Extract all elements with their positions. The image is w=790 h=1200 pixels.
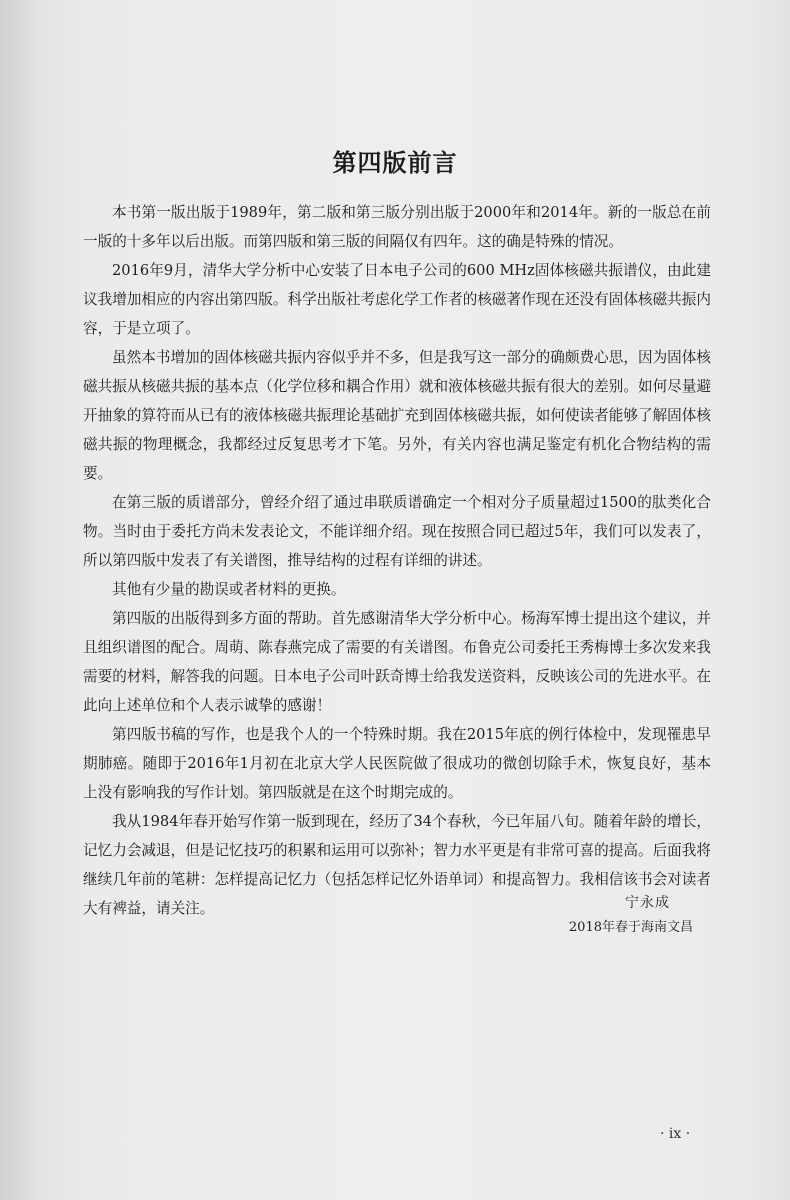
page-title: 第四版前言 bbox=[332, 149, 458, 177]
paragraph: 其他有少量的勘误或者材料的更换。 bbox=[112, 581, 346, 598]
paragraph: 第四版的出版得到多方面的帮助。首先感谢清华大学分析中心。杨海军博士提出这个建议，并且组织谱图的配合。周萌、陈春燕完成了需要的有关谱图。布鲁克公司委托王秀梅博士多次发来我需要的材料，解答我的问题。日本电子公司叶跃奇博士给我发送资料，反映该公司的先进水平。在此向上述单位和个人表示诚挚的感谢！ bbox=[83, 610, 711, 714]
paragraph: 本书第一版出版于1989年，第二版和第三版分别出版于2000年和2014年。新的一版总在前一版的十多年以后出版。而第四版和第三版的间隔仅有四年。这的确是特殊的情况。 bbox=[83, 204, 711, 250]
date-place: 2018年春于海南文昌 bbox=[568, 920, 693, 935]
author-signature: 宁永成 bbox=[625, 895, 670, 911]
paragraph: 第四版书稿的写作，也是我个人的一个特殊时期。我在2015年底的例行体检中，发现罹患早期肺癌。随即于2016年1月初在北京大学人民医院做了很成功的微创切除手术，恢复良好，基本上没有影响我的写作计划。第四版就是在这个时期完成的。 bbox=[83, 726, 711, 801]
paragraph: 我从1984年春开始写作第一版到现在，经历了34个春秋，今已年届八旬。随着年龄的增长，记忆力会减退，但是记忆技巧的积累和运用可以弥补；智力水平更是有非常可喜的提高。后面我将继续几年前的笔耕：怎样提高记忆力（包括怎样记忆外语单词）和提高智力。我相信该书会对读者大有裨益，请关注。 bbox=[83, 813, 711, 917]
paragraph: 虽然本书增加的固体核磁共振内容似乎并不多，但是我写这一部分的确颇费心思，因为固体核磁共振从核磁共振的基本点（化学位移和耦合作用）就和液体核磁共振有很大的差别。如何尽量避开抽象的算符而从已有的液体核磁共振理论基础扩充到固体核磁共振，如何使读者能够了解固体核磁共振的物理概念，我都经过反复思考才下笔。另外，有关内容也满足鉴定有机化合物结构的需要。 bbox=[83, 349, 711, 482]
page-number: · ix · bbox=[660, 1126, 691, 1142]
paragraph: 2016年9月，清华大学分析中心安装了日本电子公司的600 MHz固体核磁共振谱仪，由此建议我增加相应的内容出第四版。科学出版社考虑化学工作者的核磁著作现在还没有固体核磁共振内容，于是立项了。 bbox=[83, 262, 711, 337]
preface-body bbox=[83, 198, 711, 923]
paragraph: 在第三版的质谱部分，曾经介绍了通过串联质谱确定一个相对分子质量超过1500的肽类化合物。当时由于委托方尚未发表论文，不能详细介绍。现在按照合同已超过5年，我们可以发表了，所以第四版中发表了有关谱图，推导结构的过程有详细的讲述。 bbox=[83, 494, 711, 569]
